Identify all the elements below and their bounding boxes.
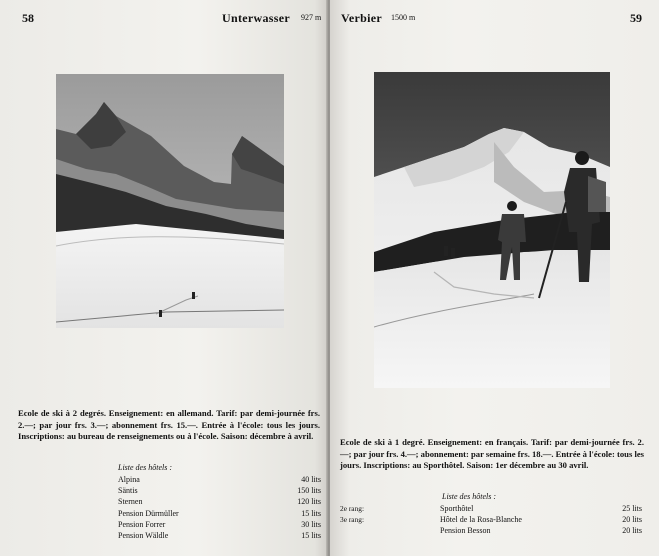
- table-row: [118, 496, 321, 507]
- hotel-rank: 2e rang:: [340, 504, 365, 513]
- table-row: [118, 508, 321, 519]
- hotel-rank: 3e rang:: [340, 515, 365, 525]
- hotel-name: Pension Dürmüller: [118, 508, 179, 518]
- hotel-name: Alpina: [118, 475, 140, 484]
- photo-verbier: [374, 72, 610, 388]
- hotel-beds: 40 lits: [301, 475, 321, 484]
- right-page: [330, 0, 659, 556]
- page-number-left: 58: [22, 11, 34, 25]
- description-right: Ecole de ski à 1 degré. Enseignement: en français. Tarif: par demi-journée frs. 2.—; par jour frs. 4.—; abonnement: par semaine frs. 18.—. Entrée à l'école: tous les jours. Inscriptions: au Sporthôtel. Saison: 1er décembre au 30 avril.: [340, 437, 644, 470]
- hotel-name: Sporthôtel: [440, 504, 474, 513]
- header-title-right: Verbier: [341, 11, 382, 25]
- hotel-beds: 30 lits: [301, 519, 321, 529]
- table-row: [118, 485, 321, 496]
- hotel-name: Pension Forrer: [118, 519, 166, 529]
- hotel-name: Pension Besson: [440, 526, 491, 536]
- hotel-beds: 120 lits: [297, 497, 321, 507]
- hotel-rank: [340, 525, 440, 536]
- hotel-name: Sternen: [118, 497, 143, 507]
- header-altitude-left: 927 m: [301, 13, 322, 22]
- hotel-beds: 15 lits: [301, 531, 321, 541]
- hotel-beds: 15 lits: [301, 508, 321, 518]
- hotels-table-right: [340, 503, 642, 537]
- table-row: [118, 530, 321, 541]
- page-number-right: 59: [630, 11, 642, 25]
- header-title-left: Unterwasser: [222, 11, 290, 25]
- hotels-caption-left: Liste des hôtels :: [118, 463, 172, 472]
- description-left: Ecole de ski à 2 degrés. Enseignement: en allemand. Tarif: par demi-journée frs. 2.—; par jour frs. 3.—; abonnement frs. 15.—. Entrée à l'école: tous les jours. Inscriptions: au bureau de renseignements ou à l'école. Saison: décembre à avril.: [18, 408, 320, 441]
- hotel-beds: 25 lits: [622, 504, 642, 513]
- hotel-name: Hôtel de la Rosa-Blanche: [440, 515, 522, 525]
- table-row: [118, 474, 321, 485]
- photo-unterwasser: [56, 74, 284, 328]
- hotel-beds: 150 lits: [297, 486, 321, 496]
- hotel-name: Säntis: [118, 486, 138, 496]
- hotels-table-left: [118, 474, 321, 541]
- hotel-beds: 20 lits: [622, 526, 642, 536]
- table-row: [118, 519, 321, 530]
- left-page: [0, 0, 328, 556]
- hotel-beds: 20 lits: [622, 515, 642, 525]
- hotels-caption-right: Liste des hôtels :: [442, 492, 496, 501]
- hotel-name: Pension Wäldle: [118, 531, 169, 541]
- table-row: [340, 514, 642, 525]
- table-row: [340, 503, 642, 514]
- header-altitude-right: 1500 m: [391, 13, 416, 22]
- table-row: [340, 525, 642, 536]
